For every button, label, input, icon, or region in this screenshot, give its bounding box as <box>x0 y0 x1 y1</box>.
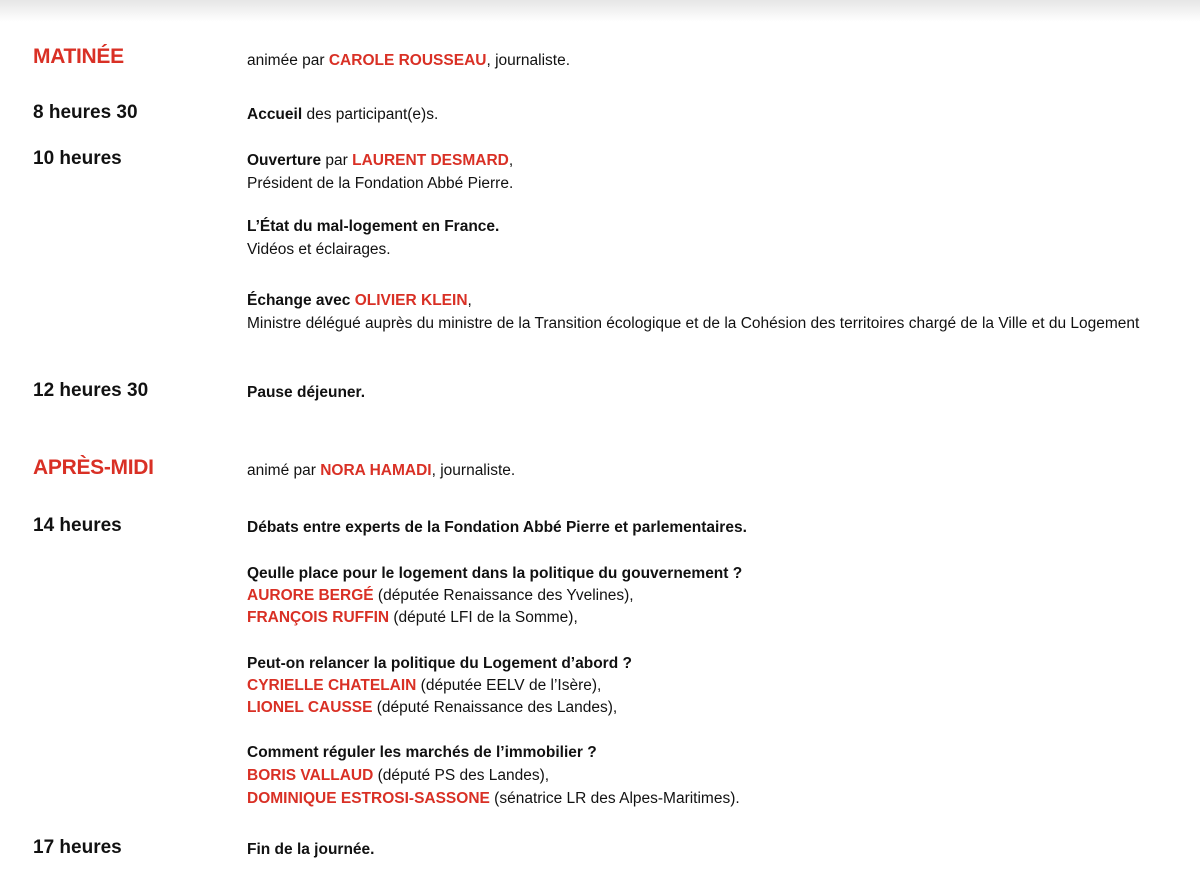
opening-comma: , <box>508 152 514 169</box>
state-sub: Vidéos et éclairages. <box>247 241 391 258</box>
speaker-line <box>247 606 578 629</box>
speaker-role: (sénatrice LR des Alpes-Maritimes). <box>489 790 740 807</box>
opening-mid: par <box>321 152 353 169</box>
host-prefix: animée par <box>247 52 329 69</box>
end-line: Fin de la journée. <box>247 841 375 858</box>
time-14h: 14 heures <box>33 515 122 536</box>
speaker-line <box>247 787 740 810</box>
lunch-line: Pause déjeuner. <box>247 384 366 401</box>
time-8h30: 8 heures 30 <box>33 102 138 123</box>
speaker-role: (députée Renaissance des Yvelines), <box>373 587 634 604</box>
welcome-line <box>247 103 438 126</box>
exchange-bold: Échange avec <box>247 292 355 309</box>
debates-line: Débats entre experts de la Fondation Abbé Pierre et parlementaires. <box>247 519 747 536</box>
exchange-line <box>247 289 472 312</box>
speaker-line <box>247 584 634 607</box>
topic-question: Qeulle place pour le logement dans la politique du gouvernement ? <box>247 565 743 582</box>
exchange-role: Ministre délégué auprès du ministre de la Transition écologique et de la Cohésion des territoires chargé de la Ville et du Logement <box>247 315 1140 332</box>
time-10h: 10 heures <box>33 148 122 169</box>
matinee-host-line <box>247 49 570 72</box>
host-name: NORA HAMADI <box>320 462 432 479</box>
speaker-role: (député PS des Landes), <box>373 767 550 784</box>
speaker-name: BORIS VALLAUD <box>247 767 374 784</box>
exchange-name: OLIVIER KLEIN <box>354 292 468 309</box>
apresmidi-host-line <box>247 459 515 482</box>
opening-role: Président de la Fondation Abbé Pierre. <box>247 175 514 192</box>
host-suffix: , journaliste. <box>486 52 571 69</box>
speaker-line <box>247 674 601 697</box>
speaker-role: (députée EELV de l’Isère), <box>416 677 602 694</box>
welcome-text: des participant(e)s. <box>302 106 439 123</box>
time-12h30: 12 heures 30 <box>33 380 149 401</box>
speaker-role: (député LFI de la Somme), <box>389 609 578 626</box>
host-suffix: , journaliste. <box>431 462 516 479</box>
speaker-name: FRANÇOIS RUFFIN <box>247 609 390 626</box>
speaker-line <box>247 764 549 787</box>
opening-name: LAURENT DESMARD <box>352 152 509 169</box>
speaker-name: LIONEL CAUSSE <box>247 699 373 716</box>
welcome-bold: Accueil <box>247 106 303 123</box>
top-shadow <box>0 0 1200 22</box>
host-name: CAROLE ROUSSEAU <box>328 52 487 69</box>
host-prefix: animé par <box>247 462 321 479</box>
section-title-matinee: MATINÉE <box>33 45 124 68</box>
speaker-role: (député Renaissance des Landes), <box>372 699 618 716</box>
exchange-comma: , <box>467 292 472 309</box>
opening-line <box>247 149 513 172</box>
speaker-name: DOMINIQUE ESTROSI-SASSONE <box>247 790 490 807</box>
section-title-apresmidi: APRÈS-MIDI <box>33 456 154 479</box>
topic-question: Comment réguler les marchés de l’immobilier ? <box>247 744 597 761</box>
speaker-name: AURORE BERGÉ <box>247 587 374 604</box>
state-title: L’État du mal-logement en France. <box>247 218 500 235</box>
speaker-line <box>247 696 617 719</box>
opening-bold: Ouverture <box>247 152 322 169</box>
topic-question: Peut-on relancer la politique du Logement d’abord ? <box>247 655 632 672</box>
speaker-name: CYRIELLE CHATELAIN <box>247 677 417 694</box>
time-17h: 17 heures <box>33 837 122 858</box>
